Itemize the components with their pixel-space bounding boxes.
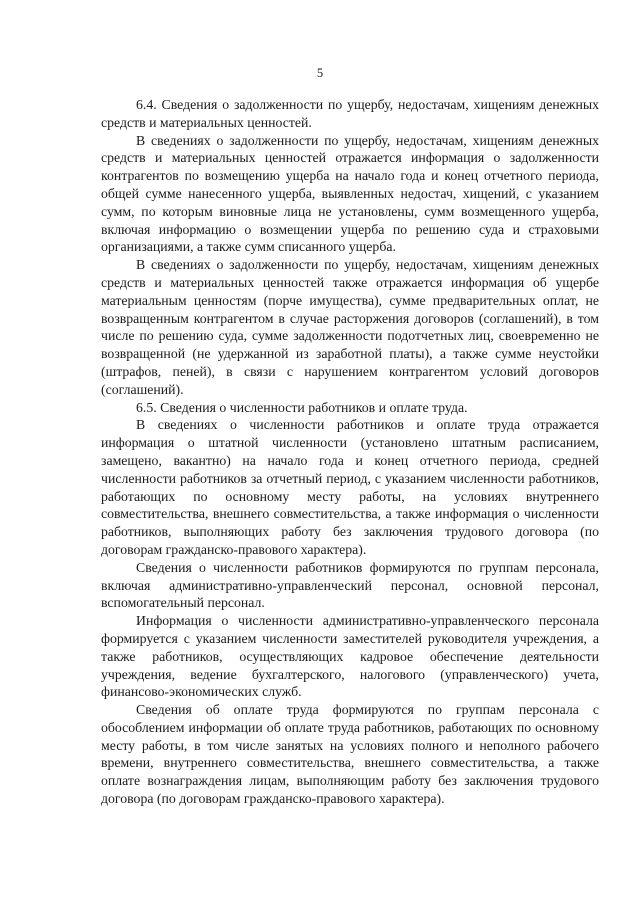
- paragraph: В сведениях о численности работников и оплате труда отражается информация о штатной численности (установлено штатным расписанием, замещено, вакантно) на начало года и конец отчетного периода, средней численности работников за отчетный период, с указанием численности работников, работающих по основному месту работы, на условиях внутреннего совместительства, внешнего совместительства, а также информация о численности работников, выполняющих работу без заключения трудового договора (по договорам гражданско-правового характера).: [101, 417, 599, 557]
- section-heading-6-5: 6.5. Сведения о численности работников и оплате труда.: [136, 399, 468, 415]
- paragraph: Сведения об оплате труда формируются по группам персонала с обособлением информации об оплате труда работников, работающих по основному месту работы, в том числе занятых на условиях полного и неполного рабочего времени, внутреннего совместительства, внешнего совместительства, а также оплате вознаграждения лицам, выполняющим работу без заключения трудового договора (по договорам гражданско-правового характера).: [101, 702, 599, 807]
- paragraph: Информация о численности административно-управленческого персонала формируется с указанием численности заместителей руководителя учреждения, а также работников, осуществляющих кадровое обеспечение деятельности учреждения, ведение бухгалтерского, налогового (управленческого) учета, финансово-экономических служб.: [101, 613, 599, 700]
- page-number: 5: [316, 66, 324, 80]
- document-body: [101, 96, 599, 808]
- paragraph: В сведениях о задолженности по ущербу, недостачам, хищениям денежных средств и материальных ценностей также отражается информация об ущербе материальным ценностям (порче имущества), сумме предварительных оплат, не возвращенным контрагентом в случае расторжения договоров (соглашений), в том числе по решению суда, сумме задолженности подотчетных лиц, своевременно не возвращенной (не удержанной из заработной платы), а также сумме неустойки (штрафов, пеней), в связи с нарушением контрагентом условий договоров (соглашений).: [101, 257, 599, 397]
- paragraph: В сведениях о задолженности по ущербу, недостачам, хищениям денежных средств и материальных ценностей отражается информация о задолженности контрагентов по возмещению ущерба на начало года и конец отчетного периода, общей сумме нанесенного ущерба, выявленных недостач, хищений, с указанием сумм, по которым виновные лица не установлены, сумм возмещенного ущерба, включая информацию о возмещении ущерба по решению суда и страховыми организациями, а также сумм списанного ущерба.: [101, 132, 599, 255]
- paragraph: Сведения о численности работников формируются по группам персонала, включая административно-управленческий персонал, основной персонал, вспомогательный персонал.: [101, 559, 599, 611]
- section-heading-6-4: 6.4. Сведения о задолженности по ущербу, недостачам, хищениям денежных средств и материальных ценностей.: [101, 97, 599, 130]
